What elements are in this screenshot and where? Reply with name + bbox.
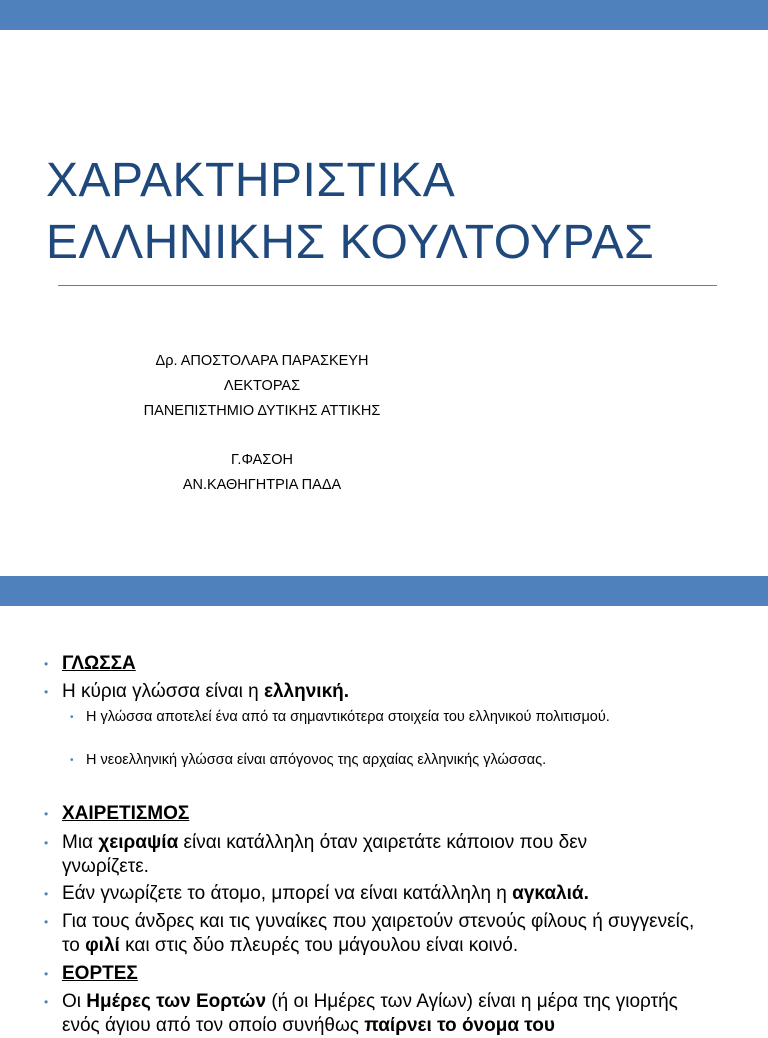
content-slide [0,606,768,1036]
bullet-icon: • [44,967,49,981]
author-title: ΛΕΚΤΟΡΑΣ [223,378,301,394]
slide-separator-band [0,576,768,606]
bullet-icon: • [70,712,74,723]
bullet-icon: • [44,995,49,1009]
title-divider [58,285,717,286]
bullet-icon: • [44,887,49,901]
emphasis: χειραψία [98,832,179,853]
coauthor-title: ΑΝ.ΚΑΘΗΓΗΤΡΙΑ ΠΑΔΑ [182,477,342,493]
author-affiliation: ΠΑΝΕΠΙΣΤΗΜΙΟ ΔΥΤΙΚΗΣ ΑΤΤΙΚΗΣ [143,403,381,419]
heading-holidays: • ΕΟΡΤΕΣ [44,963,138,984]
bullet-language-main: • Η κύρια γλώσσα είναι η ελληνική. [44,681,350,702]
heading-greeting: • ΧΑΙΡΕΤΙΣΜΟΣ [44,803,190,824]
bullet-icon: • [44,807,49,821]
bullet-icon: • [70,755,74,766]
bullet-icon: • [44,915,49,929]
bullet-greeting-hug: • Εάν γνωρίζετε το άτομο, μπορεί να είναι κατάλληλη η αγκαλιά. [44,883,589,904]
author-name: Δρ. ΑΠΟΣΤΟΛΑΡΑ ΠΑΡΑΣΚΕΥΗ [155,353,369,369]
bullet-icon: • [44,685,49,699]
slide-title [46,150,654,274]
heading-language: • ΓΛΩΣΣΑ [44,653,136,674]
coauthor-name: Γ.ΦΑΣΟΗ [231,452,293,468]
bullet-icon: • [44,657,49,671]
bullet-icon: • [44,836,49,850]
bullet-greeting-handshake: • Μια χειραψία είναι κατάλληλη όταν χαιρετάτε κάποιον που δεν γνωρίζετε. [44,832,588,877]
title-line-1: ΧΑΡΑΚΤΗΡΙΣΤΙΚΑ [46,154,456,207]
emphasis: ελληνική. [263,681,350,702]
sub-bullet-language-2: • Η νεοελληνική γλώσσα είναι απόγονος της αρχαίας ελληνικής γλώσσας. [70,752,547,768]
emphasis: Ημέρες των Εορτών [86,991,267,1012]
bullet-holidays-name-days: • Οι Ημέρες των Εορτών (ή οι Ημέρες των Αγίων) είναι η μέρα της γιορτής ενός άγιου από τον οποίο συνήθως παίρνει το όνομα του [44,991,678,1036]
emphasis: φιλί [85,935,120,956]
top-band [0,0,768,30]
bullet-greeting-kiss: • Για τους άνδρες και τις γυναίκες που χαιρετούν στενούς φίλους ή συγγενείς, το φιλί και στις δύο πλευρές του μάγουλου είναι κοινό. [44,911,695,956]
title-line-2: ΕΛΛΗΝΙΚΗΣ ΚΟΥΛΤΟΥΡΑΣ [46,216,655,269]
emphasis: αγκαλιά. [512,883,589,904]
sub-bullet-language-1: • Η γλώσσα αποτελεί ένα από τα σημαντικότερα στοιχεία του ελληνικού πολιτισμού. [70,709,610,725]
emphasis: παίρνει το όνομα του [364,1015,555,1036]
